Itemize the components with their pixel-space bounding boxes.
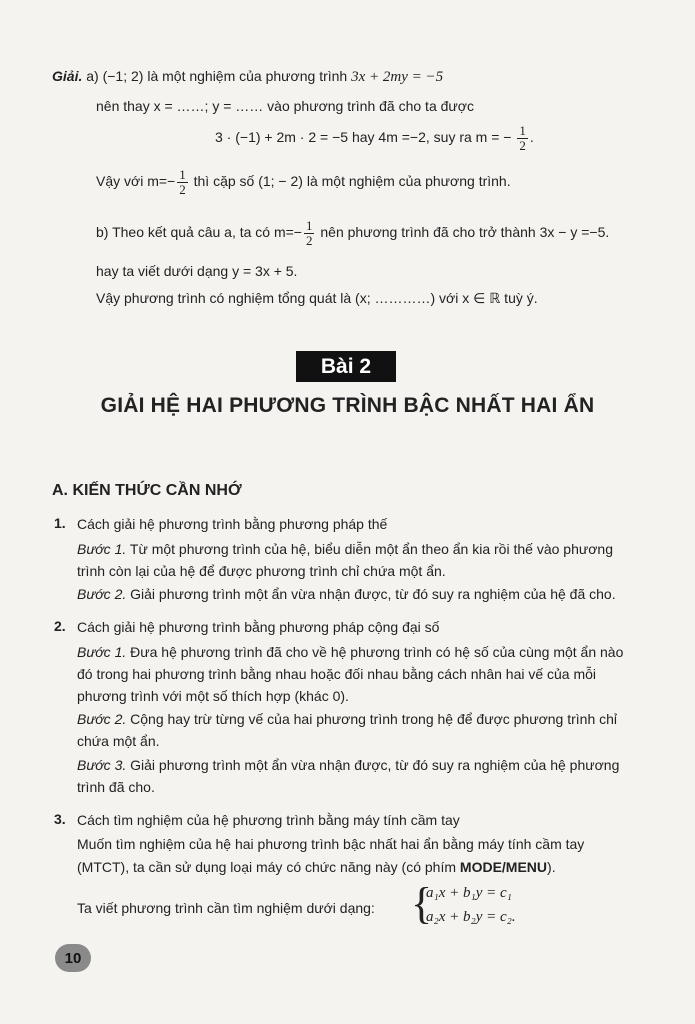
item-2-step2: Bước 2. Cộng hay trừ từng vế của hai phương trình trong hệ để được phương trình chỉ [77,711,618,727]
item-1-step1-cont: trình còn lại của hệ để được phương trình chỉ chứa một ẩn. [77,563,446,579]
part-a-line3-text: 3 · (−1) + 2m · 2 = −5 hay 4m =−2, suy ra m = − [215,129,512,146]
part-a-line2: nên thay x = ……; y = …… vào phương trình đã cho ta được [96,98,474,114]
system-brace: { [411,879,433,928]
item-1-title: Cách giải hệ phương trình bằng phương pháp thế [77,516,388,532]
part-a-line1-text: a) (−1; 2) là một nghiệm của phương trình [86,68,348,84]
item-3-form-text: Ta viết phương trình cần tìm nghiệm dưới dạng: [77,900,375,916]
mode-menu-key: MODE/MENU [459,859,548,875]
part-b-line1: b) Theo kết quả câu a, ta có m=− $\frac{1}{2}$ nên phương trình đã cho trở thành 3x − y =−5. [96,218,610,248]
item-2-title: Cách giải hệ phương trình bằng phương pháp cộng đại số [77,619,440,635]
part-a-line3: 3 · (−1) + 2m · 2 = −5 hay 4m =−2, suy ra m = − $\frac{1}{2}$ . [215,123,534,153]
fraction: $\frac{1}{2}$ [305,218,313,248]
part-b-line3: Vậy phương trình có nghiệm tổng quát là (x; …………) với x ∈ ℝ tuỳ ý. [96,290,538,306]
part-a-equation: 3x + 2my = −5 [351,69,444,85]
item-2-step2-cont: chứa một ẩn. [77,733,160,749]
item-2-step3-cont: trình đã cho. [77,779,155,795]
system-equation-1: a₁x + b₁y = c₁ [426,885,512,901]
lesson-badge: Bài 2 [296,351,396,382]
section-a-title: A. KIẾN THỨC CẦN NHỚ [52,482,242,499]
item-3-line1: Muốn tìm nghiệm của hệ hai phương trình bậc nhất hai ẩn bằng máy tính cầm tay [77,836,585,852]
item-3-number: 3. [54,811,66,827]
item-2-number: 2. [54,618,66,634]
item-2-step1: Bước 1. Đưa hệ phương trình đã cho về hệ phương trình có hệ số của cùng một ẩn nào [77,644,624,660]
part-b-line2: hay ta viết dưới dạng y = 3x + 5. [96,263,298,279]
part-a-line4: Vậy với m=− $\frac{1}{2}$ thì cặp số (1; − 2) là một nghiệm của phương trình. [96,167,511,197]
giai-label: Giải. [52,68,83,84]
item-3-line2: (MTCT), ta cần sử dụng loại máy có chức năng này (có phím MODE/MENU). [77,859,556,875]
item-2-step3: Bước 3. Giải phương trình một ẩn vừa nhận được, từ đó suy ra nghiệm của hệ phương [77,757,620,773]
fraction: $\frac{1}{2}$ [519,123,526,153]
fraction: $\frac{1}{2}$ [179,167,186,197]
item-1-step1: Bước 1. Từ một phương trình của hệ, biểu diễn một ẩn theo ẩn kia rồi thế vào phương [77,541,613,557]
item-3-title: Cách tìm nghiệm của hệ phương trình bằng máy tính cầm tay [77,812,460,828]
item-1-number: 1. [54,515,66,531]
part-a-line1 [52,67,443,86]
item-2-step1-cont2: phương trình với một số thích hợp (khác 0). [77,688,349,704]
item-1-step2: Bước 2. Giải phương trình một ẩn vừa nhận được, từ đó suy ra nghiệm của hệ đã cho. [77,586,616,602]
lesson-title: GIẢI HỆ HAI PHƯƠNG TRÌNH BẬC NHẤT HAI ẨN [100,394,595,417]
system-equation-2: a₂x + b₂y = c₂. [426,909,516,925]
page-number: 10 [55,944,91,972]
item-2-step1-cont: đó trong hai phương trình bằng nhau hoặc đối nhau bằng cách nhân hai vế của mỗi [77,666,597,682]
